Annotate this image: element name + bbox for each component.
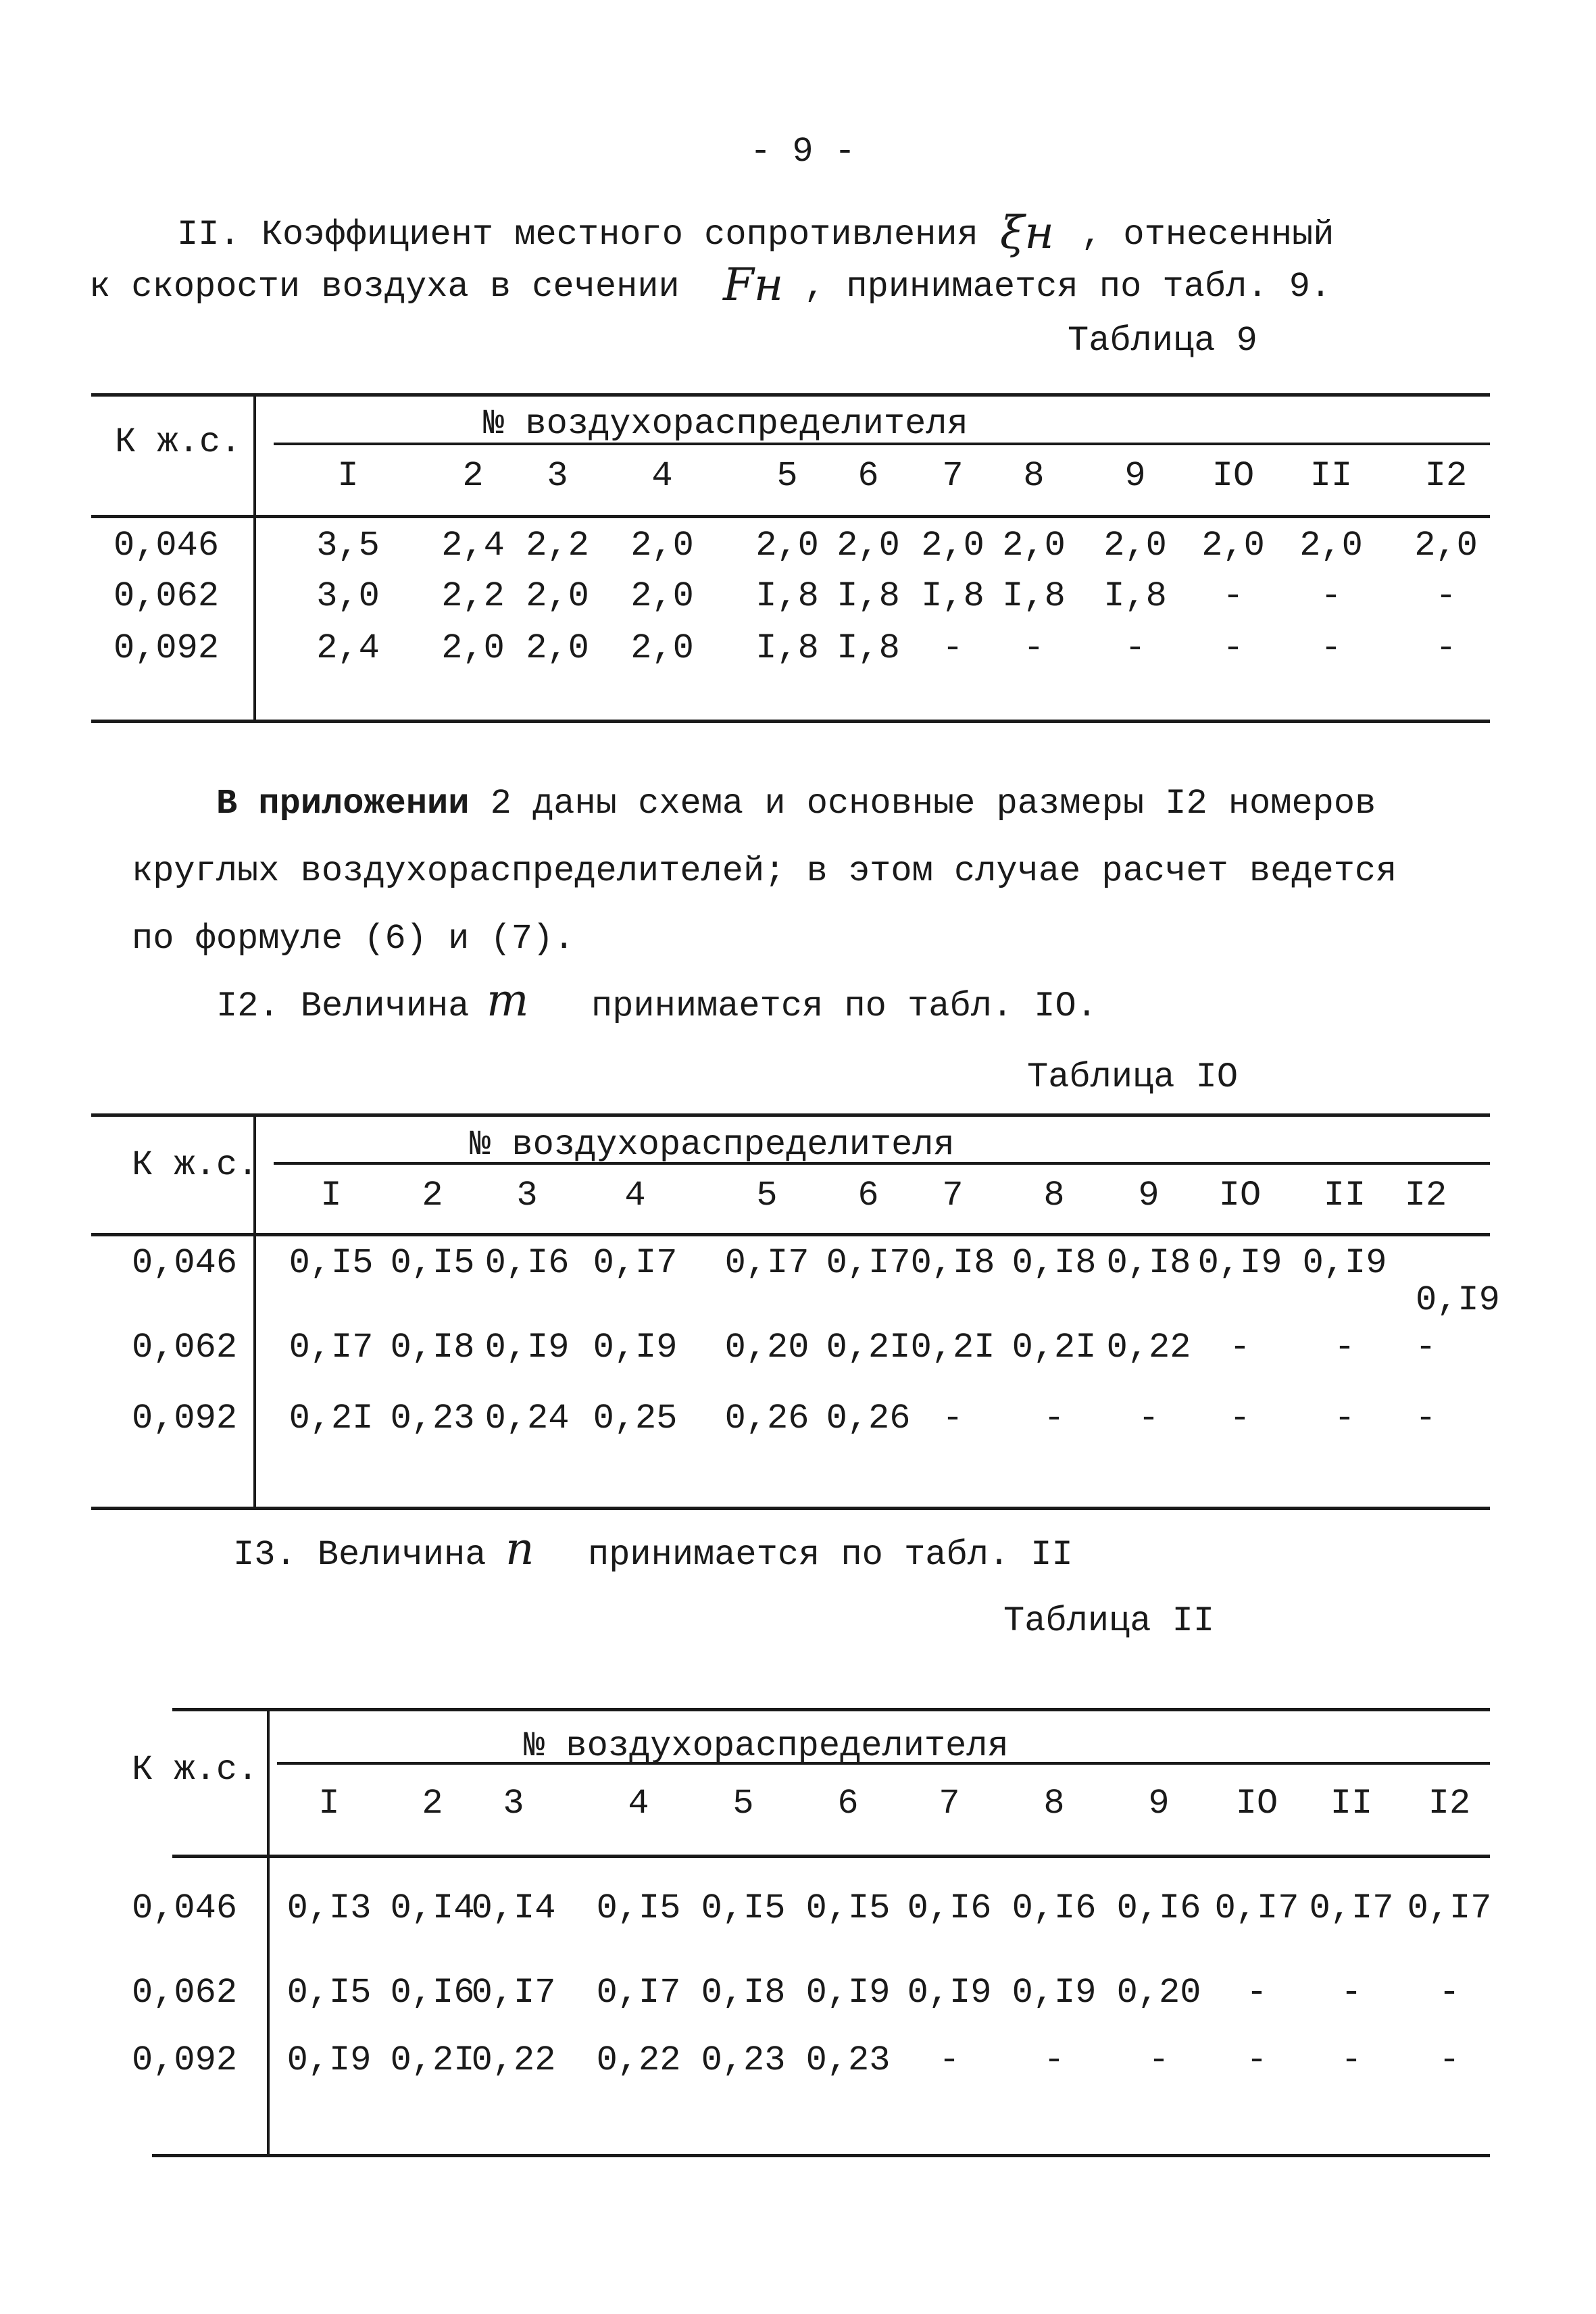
table9-cell: 2,0 (526, 628, 589, 668)
table10-column-header: 5 (756, 1176, 778, 1215)
table10-cell: 0,I7 (724, 1243, 809, 1283)
table9-cell: I,8 (1103, 576, 1167, 616)
table10-cell: 0,25 (593, 1399, 678, 1438)
table9-cell: 2,2 (526, 526, 589, 565)
table10-cell: 0,I6 (484, 1243, 570, 1283)
table10-cell: - (1415, 1399, 1437, 1438)
table11-row-header: К ж.с. (132, 1750, 259, 1790)
table9-cell: 2,4 (441, 526, 505, 565)
table10-cell: 0,I8 (390, 1328, 475, 1367)
table11-cell: - (1246, 2040, 1268, 2080)
appendix-bold-word: В приложении (216, 784, 470, 824)
table11-cell: - (1341, 1973, 1362, 2013)
appendix-line3: по формуле (6) и (7). (132, 919, 575, 959)
table11-cell: 0,I6 (1012, 1888, 1097, 1928)
table9-column-header: 8 (1023, 456, 1045, 496)
table11-cell: 0,22 (596, 2040, 681, 2080)
table11-cell: 0,22 (471, 2040, 556, 2080)
table11-cell: 0,I6 (390, 1973, 475, 2013)
table9-row-key: 0,046 (114, 526, 220, 565)
table9-cell: 2,0 (630, 526, 694, 565)
table10-cell: 0,20 (724, 1328, 809, 1367)
table11-column-header: I2 (1428, 1784, 1471, 1823)
page-number: - 9 - (750, 132, 856, 172)
table11-cell: 0,I7 (471, 1973, 556, 2013)
table9-cell: - (1023, 628, 1045, 668)
table9-cell: - (1124, 628, 1146, 668)
para11-line2-end: , принимается по табл. 9. (804, 267, 1332, 307)
table10-cell: 0,I7 (826, 1243, 911, 1283)
table10-cell: 0,I8 (910, 1243, 995, 1283)
para13-prefix: I3. Величина (233, 1535, 487, 1575)
table9-cell: - (1435, 628, 1457, 668)
table11-column-rule (267, 1708, 270, 2154)
table9-cell: 2,0 (837, 526, 900, 565)
table9-column-header: I2 (1424, 456, 1468, 496)
table10-cell: 0,26 (826, 1399, 911, 1438)
table10-row-key: 0,092 (132, 1399, 238, 1438)
table10-bottom-rule (91, 1507, 1490, 1510)
table9-column-header: 2 (462, 456, 484, 496)
table11-column-header: 6 (837, 1784, 859, 1823)
para11-line1-text: II. Коэффициент местного сопротивления (177, 215, 978, 255)
table10-cell: 0,I5 (390, 1243, 475, 1283)
table11-column-header: 8 (1043, 1784, 1065, 1823)
table11-cell: 0,I6 (907, 1888, 992, 1928)
xi-symbol: ξн (1000, 207, 1054, 259)
para11-line2-text: к скорости воздуха в сечении (89, 267, 680, 307)
table9-cell: 2,0 (1201, 526, 1265, 565)
m-symbol: m (487, 974, 529, 1026)
table11-cell: - (1341, 2040, 1362, 2080)
table10-column-header: II (1323, 1176, 1366, 1215)
table9-cell: 2,0 (1002, 526, 1066, 565)
para12-prefix: I2. Величина (216, 986, 470, 1026)
table9-column-header: 9 (1124, 456, 1146, 496)
table11-cell: 0,20 (1116, 1973, 1201, 2013)
table9-column-header: 3 (547, 456, 568, 496)
table10-column-header: 3 (516, 1176, 538, 1215)
table9-row-key: 0,092 (114, 628, 220, 668)
table9-bottom-rule (91, 720, 1490, 723)
table11-cell: 0,I4 (471, 1888, 556, 1928)
table9-cell: I,8 (755, 628, 819, 668)
table9-cell: - (1222, 576, 1244, 616)
table10-column-header: IO (1218, 1176, 1262, 1215)
table11-caption: Таблица II (1003, 1601, 1215, 1641)
table9-column-header: 5 (776, 456, 798, 496)
table10-row-header: К ж.с. (132, 1145, 259, 1185)
table11-cell: 0,I7 (1214, 1888, 1299, 1928)
table10-cell: 0,I9 (1197, 1243, 1282, 1283)
table11-column-header: 5 (732, 1784, 754, 1823)
table10-cell: 0,26 (724, 1399, 809, 1438)
table9-cell: 3,5 (316, 526, 380, 565)
table10-cell: 0,2I (1012, 1328, 1097, 1367)
para11-line1-end: , отнесенный (1081, 215, 1335, 255)
table10-cell: - (1229, 1399, 1251, 1438)
table9-header-rule (91, 515, 1490, 518)
table10-cell: 0,I7 (593, 1243, 678, 1283)
para12-suffix: принимается по табл. IO. (591, 986, 1097, 1026)
table11-cell: 0,I9 (805, 1973, 891, 2013)
table10-row-key: 0,046 (132, 1243, 238, 1283)
table10-column-header: 9 (1138, 1176, 1159, 1215)
table9-cell: I,8 (755, 576, 819, 616)
table9-cell: 2,4 (316, 628, 380, 668)
table11-top-rule (172, 1708, 1490, 1711)
table11-column-header: 9 (1148, 1784, 1170, 1823)
table11-column-header: 3 (503, 1784, 524, 1823)
table9-column-header: IO (1212, 456, 1255, 496)
table9-top-rule (91, 393, 1490, 397)
table11-cell: 0,2I (390, 2040, 475, 2080)
table11-column-header: II (1330, 1784, 1373, 1823)
table11-cell: 0,I7 (1407, 1888, 1492, 1928)
table9-cell: - (1320, 628, 1342, 668)
table11-cell: 0,I5 (805, 1888, 891, 1928)
table10-column-header: 2 (422, 1176, 443, 1215)
table10-extra-value: 0,I9 (1416, 1280, 1500, 1320)
table10-column-header: 6 (857, 1176, 879, 1215)
table10-column-header: 8 (1043, 1176, 1065, 1215)
table10-cell: - (942, 1399, 964, 1438)
table10-cell: - (1334, 1399, 1355, 1438)
table10-cell: 0,23 (390, 1399, 475, 1438)
table10-cell: 0,I7 (289, 1328, 374, 1367)
table10-cell: 0,2I (289, 1399, 374, 1438)
table9-cell: 2,0 (441, 628, 505, 668)
appendix-line1 (216, 784, 1376, 824)
table9-row-key: 0,062 (114, 576, 220, 616)
table9-column-header: II (1310, 456, 1353, 496)
table10-header-rule (91, 1233, 1490, 1236)
table9-column-header: 7 (942, 456, 964, 496)
table9-cell: 2,0 (921, 526, 984, 565)
table9-cell: 2,0 (630, 576, 694, 616)
appendix-line1-rest: 2 даны схема и основные размеры I2 номеров (469, 784, 1376, 824)
f-symbol: Fн (723, 259, 784, 311)
table9-column-header: 6 (857, 456, 879, 496)
table11-cell: 0,I9 (907, 1973, 992, 2013)
appendix-line2: круглых воздухораспределителей; в этом случае расчет ведется (132, 851, 1397, 891)
table11-cell: 0,I6 (1116, 1888, 1201, 1928)
table11-cell: - (1246, 1973, 1268, 2013)
table9-cell: 2,0 (1299, 526, 1363, 565)
table10-cell: - (1043, 1399, 1065, 1438)
table11-row-key: 0,062 (132, 1973, 238, 2013)
table11-header-rule (172, 1855, 1490, 1858)
table9-column-rule (253, 393, 256, 723)
table11-cell: 0,I8 (701, 1973, 786, 2013)
table11-cell: 0,I7 (596, 1973, 681, 2013)
table11-cell: 0,I3 (286, 1888, 372, 1928)
table10-cell: 0,24 (484, 1399, 570, 1438)
table11-column-header: 7 (939, 1784, 960, 1823)
table10-row-key: 0,062 (132, 1328, 238, 1367)
table11-cell: 0,I5 (701, 1888, 786, 1928)
table11-row-key: 0,046 (132, 1888, 238, 1928)
table9-cell: I,8 (921, 576, 984, 616)
table11-column-header: IO (1235, 1784, 1278, 1823)
table10-cell: 0,2I (826, 1328, 911, 1367)
table11-cell: 0,I5 (286, 1973, 372, 2013)
table10-cell: 0,I8 (1106, 1243, 1191, 1283)
table11-bottom-rule (152, 2154, 1490, 2157)
para13-suffix: принимается по табл. II (588, 1535, 1073, 1575)
table10-caption: Таблица IO (1027, 1057, 1239, 1097)
table10-column-header: 7 (942, 1176, 964, 1215)
table11-cell: 0,I7 (1309, 1888, 1394, 1928)
n-symbol: n (505, 1523, 534, 1575)
table9-cell: - (1222, 628, 1244, 668)
table9-cell: 2,0 (630, 628, 694, 668)
table10-cell: - (1334, 1328, 1355, 1367)
table10-cell: 0,I5 (289, 1243, 374, 1283)
table10-cell: - (1138, 1399, 1159, 1438)
table11-cell: - (1439, 2040, 1460, 2080)
table10-column-header: 4 (624, 1176, 646, 1215)
table10-cell: 0,I9 (484, 1328, 570, 1367)
table10-top-rule (91, 1113, 1490, 1117)
table9-cell: 2,0 (1414, 526, 1478, 565)
table11-cell: - (1043, 2040, 1065, 2080)
table10-column-header: I (320, 1176, 342, 1215)
table10-cell: - (1229, 1328, 1251, 1367)
table10-group-header: № воздухораспределителя (470, 1125, 955, 1165)
table11-column-header: I (318, 1784, 340, 1823)
table11-cell: 0,I5 (596, 1888, 681, 1928)
table9-cell: 2,2 (441, 576, 505, 616)
table10-cell: 0,I9 (1302, 1243, 1387, 1283)
table11-cell: - (1439, 1973, 1460, 2013)
table9-cell: - (942, 628, 964, 668)
table9-cell: - (1435, 576, 1457, 616)
table11-cell: 0,I4 (390, 1888, 475, 1928)
table11-group-header: № воздухораспределителя (524, 1726, 1009, 1766)
table10-cell: 0,I8 (1012, 1243, 1097, 1283)
table11-cell: 0,I9 (286, 2040, 372, 2080)
table9-group-header: № воздухораспределителя (483, 404, 968, 444)
table11-cell: 0,23 (805, 2040, 891, 2080)
table9-row-header: К ж.с. (115, 422, 242, 462)
table11-column-header: 4 (628, 1784, 649, 1823)
table10-cell: 0,2I (910, 1328, 995, 1367)
table9-caption: Таблица 9 (1068, 321, 1257, 361)
table10-column-header: I2 (1404, 1176, 1447, 1215)
table11-row-key: 0,092 (132, 2040, 238, 2080)
table11-cell: 0,23 (701, 2040, 786, 2080)
table9-cell: 2,0 (526, 576, 589, 616)
table11-cell: - (939, 2040, 960, 2080)
table9-column-header: 4 (651, 456, 673, 496)
table10-cell: 0,22 (1106, 1328, 1191, 1367)
table10-cell: 0,I9 (593, 1328, 678, 1367)
table9-cell: I,8 (837, 576, 900, 616)
table9-cell: 2,0 (1103, 526, 1167, 565)
table9-cell: - (1320, 576, 1342, 616)
table9-column-header: I (337, 456, 359, 496)
table11-cell: - (1148, 2040, 1170, 2080)
table9-cell: I,8 (837, 628, 900, 668)
table10-cell: - (1415, 1328, 1437, 1367)
table11-cell: 0,I9 (1012, 1973, 1097, 2013)
table9-cell: 3,0 (316, 576, 380, 616)
table9-cell: 2,0 (755, 526, 819, 565)
table9-cell: I,8 (1002, 576, 1066, 616)
table11-column-header: 2 (422, 1784, 443, 1823)
